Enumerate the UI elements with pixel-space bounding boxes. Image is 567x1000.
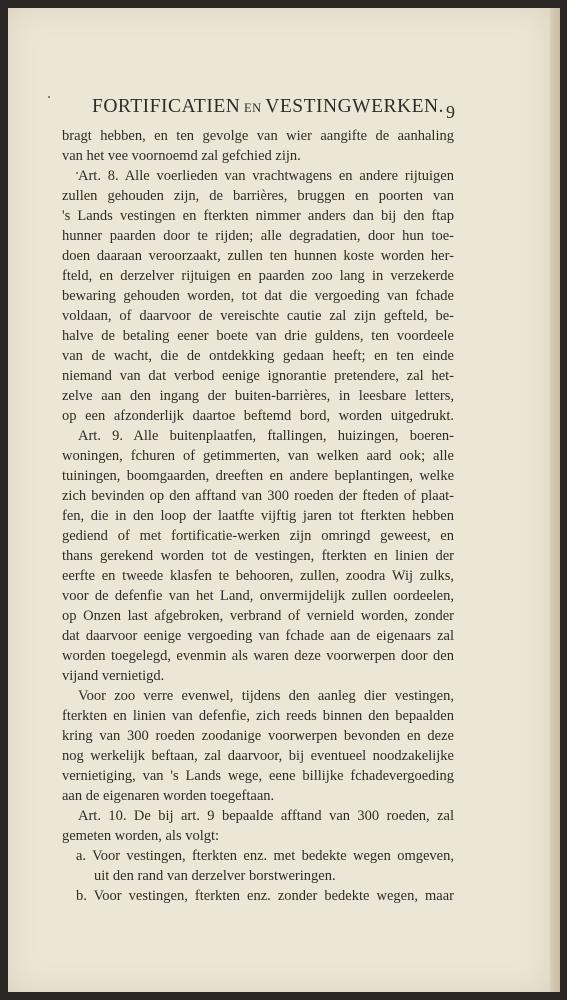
text-line: op Onzen last afgebroken, verbrand of vernield worden, zonder	[62, 608, 454, 624]
text-line: bewaring gehouden worden, tot dat die vergoeding van fchade	[62, 288, 454, 304]
text-line: fteld, en derzelver rijtuigen en paarden zoo lang in verzekerde	[62, 268, 454, 284]
text-line: hunner paarden door te rijden; alle degradatien, door hun toe-	[62, 228, 454, 244]
page-number: 9	[446, 102, 455, 122]
text-line: vijand vernietigd.	[62, 668, 165, 684]
list-item-a: a. Voor vestingen, fterkten enz. met bedekte wegen omgeven,	[76, 848, 454, 864]
text-line: 's Lands vestingen en fterkten nimmer anders dan bij den ftap	[62, 208, 454, 224]
running-head-part2: EN	[240, 101, 266, 115]
text-line: zelve aan den ingang der buiten-barrières, in leesbare letters,	[62, 388, 454, 404]
text-line: zullen gehouden zijn, de barrières, bruggen en poorten van	[62, 188, 454, 204]
text-line: doen daaraan veroorzaakt, zullen ten hunnen koste worden her-	[62, 248, 454, 264]
text-line: eerfte en tweede klasfen te behooren, zullen, zoodra Wij zulks,	[62, 568, 454, 584]
running-head	[92, 96, 472, 118]
text-line: zich bevinden op den afftand van 300 roeden der fteden of plaat-	[62, 488, 454, 504]
text-line: woningen, fchuren of getimmerten, van welken aard ook; alle	[62, 448, 454, 464]
paragraph-start: Voor zoo verre evenwel, tijdens den aanleg dier vestingen,	[78, 688, 454, 704]
text-line: dat daarvoor eenige vergoeding van fchade aan de eigenaars zal	[62, 628, 454, 644]
text-line: uit den rand van derzelver borstweringen.	[94, 868, 336, 884]
running-head-part3: VESTINGWERKEN.	[265, 96, 444, 117]
text-line: gediend of met fortificatie-werken zijn omringd geweest, en	[62, 528, 454, 544]
text-line: gemeten worden, als volgt:	[62, 828, 220, 844]
text-line: nog werkelijk beftaan, zal daarvoor, bij eventueel noodzakelijke	[62, 748, 454, 764]
text-line: niemand van dat verbod eenige ignorantie pretendere, zal het-	[62, 368, 454, 384]
text-line: kring van 300 roeden zoodanige voorwerpen bevonden en deze	[62, 728, 454, 744]
text-line: op een afzonderlijk daartoe beftemd bord, worden uitgedrukt.	[62, 408, 454, 424]
text-line: worden toegelegd, evenmin als waren deze voorwerpen door den	[62, 648, 454, 664]
article-9-heading: Art. 9. Alle buitenplaatfen, ftallingen, huizingen, boeren-	[78, 428, 454, 444]
running-head-part1: FORTIFICATIEN	[92, 96, 241, 117]
article-10-heading: Art. 10. De bij art. 9 bepaalde afftand van 300 roeden, zal	[78, 808, 454, 824]
text-line: fterkten en linien van defenfie, zich reeds binnen den bepaalden	[62, 708, 454, 724]
text-line: fen, die in den loop der laatfte vijftig jaren tot fterkten hebben	[62, 508, 454, 524]
text-line: vernietiging, van 's Lands wege, eene billijke fchadevergoeding	[62, 768, 454, 784]
text-line: van het vee voornoemd zal gefchied zijn.	[62, 148, 301, 164]
text-line: bragt hebben, en ten gevolge van wier aangifte de aanhaling	[62, 128, 454, 144]
text-line: aan de eigenaren worden toegeftaan.	[62, 788, 275, 804]
text-line: voor de defenfie van het Land, onvermijdelijk zullen oordeelen,	[62, 588, 454, 604]
text-line: voldaan, of daarvoor de vereischte cautie zal zijn gefteld, be-	[62, 308, 454, 324]
text-line: tuiningen, boomgaarden, dreeften en andere beplantingen, welke	[62, 468, 454, 484]
article-8-heading: Art. 8. Alle voerlieden van vrachtwagens en andere rijtuigen	[78, 168, 454, 184]
print-speck	[48, 96, 50, 98]
text-line: halve de betaling eener boete van drie guldens, ten voordeele	[62, 328, 454, 344]
page-edge	[550, 8, 560, 992]
list-item-b: b. Voor vestingen, fterkten enz. zonder bedekte wegen, maar	[76, 888, 454, 904]
text-line: thans gerekend worden tot de vestingen, fterkten en linien der	[62, 548, 454, 564]
text-line: van de wacht, die de ontdekking gedaan heeft; en ten einde	[62, 348, 454, 364]
